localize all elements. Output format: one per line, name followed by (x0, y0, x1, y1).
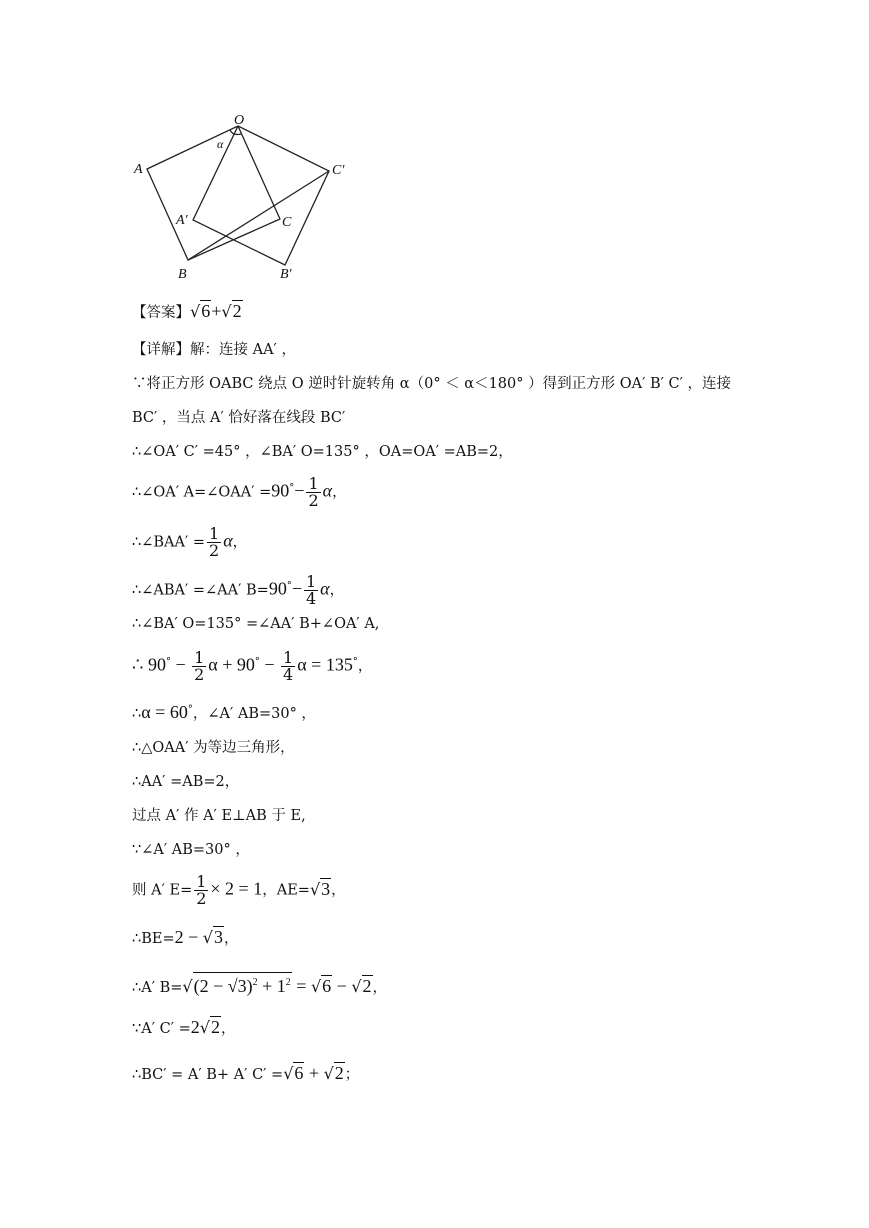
step-14-root: 3 (213, 927, 223, 947)
step-8: ∴α = 60°，∠A′ AB=30° ， (132, 701, 316, 722)
step-13: 则 A′ E= $\frac{1}{2}$ × 2 = 1，AE=√3， (132, 872, 346, 908)
step-8-c: ，∠A′ AB=30° ， (192, 705, 316, 722)
step-4-pre: ∴∠BAA′ = (132, 534, 206, 551)
step-5-ninety: 90 (268, 578, 287, 599)
step-3-minus: − (294, 480, 305, 501)
answer-label: 【答案】 (132, 305, 190, 321)
step-7: ∴ 90° − $\frac{1}{2}$ α + 90° − $\frac{1}{4}$ α = 135°， (132, 648, 373, 684)
fraction-den: 4 (283, 665, 294, 684)
fraction (281, 650, 295, 683)
answer-root2: 2 (232, 301, 242, 321)
step-17-root2: 2 (334, 1063, 344, 1083)
step-8-b: α = 60 (141, 701, 188, 722)
rotated-squares-diagram (130, 110, 370, 285)
step-11: 过点 A′ 作 A′ E⊥AB 于 E, (132, 808, 306, 824)
step-15-inner: (2 − √3) (193, 976, 253, 996)
step-14-pre: ∴BE= (132, 931, 175, 947)
step-17-pre: ∴BC′ = A′ B+ A′ C′ = (132, 1067, 284, 1083)
comma: ， (220, 1021, 236, 1037)
step-16-root: 2 (210, 1017, 220, 1037)
step-13-ae: ，AE= (262, 882, 310, 899)
label-a-prime: A′ (176, 213, 188, 228)
label-o: O (234, 113, 245, 128)
comma: ， (329, 582, 345, 599)
semicolon: ； (344, 1067, 360, 1083)
label-alpha: α (217, 137, 224, 151)
square-oabc (147, 126, 280, 260)
fraction-num: 1 (194, 648, 205, 667)
step-15-minus: − (332, 976, 352, 996)
comma: ， (332, 484, 347, 501)
geometry-figure (130, 110, 370, 285)
step-7-e: α = 135 (297, 654, 353, 675)
fraction-den: 2 (209, 541, 220, 560)
comma: ， (223, 931, 239, 947)
fraction (192, 650, 206, 683)
step-14-m: 2 − (174, 927, 203, 947)
comma: ， (357, 658, 373, 675)
fraction-num: 1 (308, 474, 319, 493)
alpha: α (223, 530, 233, 551)
step-14: ∴BE=2 − √3， (132, 927, 239, 947)
step-7-a: ∴ 90 (132, 654, 166, 675)
step-13-pre: 则 A′ E= (132, 882, 193, 899)
fraction-den: 2 (308, 491, 319, 510)
detail-intro: 解：连接 AA′ ， (190, 342, 296, 358)
step-9: ∴△OAA′ 为等边三角形， (132, 740, 295, 756)
fraction (306, 476, 320, 509)
step-13-root: 3 (321, 878, 331, 899)
step-16-m: 2 (190, 1017, 200, 1037)
step-2: ∴∠OA′ C′ =45° ，∠BA′ O=135° ，OA=OA′ =AB=2， (132, 444, 513, 460)
fraction-num: 1 (283, 648, 294, 667)
step-15-pre: ∴A′ B= (132, 980, 183, 996)
step-15-mid: + 1 (257, 976, 286, 996)
fraction (207, 526, 221, 559)
answer-root1: 6 (201, 301, 211, 321)
step-7-c: α + 90 (208, 654, 255, 675)
step-3: ∴∠OA′ A=∠OAA′ =90°− $\frac{1}{2}$ α， (132, 474, 347, 510)
step-16-pre: ∵A′ C′ = (132, 1021, 191, 1037)
answer-plus: + (211, 301, 222, 321)
step-17-root1: 6 (294, 1063, 304, 1083)
alpha: α (322, 480, 333, 501)
step-15: ∴A′ $B=√(2 - √3)^2 + 1^2 = √6 - √2$， (132, 972, 387, 998)
fraction-den: 2 (196, 889, 207, 908)
step-5-pre: ∴∠ABA′ =∠AA′ B= (132, 582, 269, 599)
detail-label: 【详解】 (132, 342, 190, 358)
step-16: ∵A′ C′ =2√2， (132, 1017, 236, 1037)
step-8-a: ∴ (132, 705, 142, 722)
step-10: ∴AA′ =AB=2， (132, 774, 240, 790)
step-15-sup: 2 (252, 977, 258, 988)
step-5-minus: − (291, 578, 302, 599)
step-17-plus: + (304, 1063, 324, 1083)
label-b: B (178, 267, 187, 282)
step-12: ∵∠A′ AB=30° ， (132, 842, 250, 858)
step-7-b: − (170, 654, 191, 675)
step-15-root1: 6 (322, 976, 332, 996)
comma: ， (331, 882, 346, 899)
detail-line (132, 340, 296, 360)
step-1b: BC′ ，当点 A′ 恰好落在线段 BC′ (132, 410, 346, 426)
fraction (304, 574, 318, 607)
step-15-sup2: 2 (285, 977, 291, 988)
fraction (194, 874, 208, 907)
label-a: A (134, 162, 143, 177)
alpha: α (320, 578, 330, 599)
label-c-prime: C′ (332, 163, 345, 178)
comma: ， (232, 534, 248, 551)
step-3-pre: ∴∠OA′ A=∠OAA′ = (132, 484, 272, 501)
fraction-den: 2 (194, 665, 205, 684)
step-17: ∴BC′ = A′ B+ A′ C′ =√6 + √2； (132, 1063, 360, 1083)
step-15-root2: 2 (362, 976, 372, 996)
fraction-num: 1 (209, 524, 220, 543)
step-4 (132, 526, 247, 559)
label-b-prime: B′ (280, 267, 292, 282)
step-3-ninety: 90 (271, 480, 290, 501)
step-13-mid: × 2 = 1 (210, 878, 263, 899)
step-7-d: − (259, 654, 280, 675)
fraction-num: 1 (305, 572, 317, 591)
comma: ， (372, 980, 388, 996)
label-c: C (282, 215, 292, 230)
step-6: ∴∠BA′ O=135° =∠AA′ B+∠OA′ A, (132, 616, 380, 632)
fraction-den: 4 (305, 589, 317, 608)
step-15-eq: = (291, 976, 311, 996)
step-5: ∴∠ABA′ =∠AA′ B=90°− $\frac{1}{4}$ α， (132, 572, 345, 608)
fraction-num: 1 (196, 872, 207, 891)
answer-line: 【答案】√6+√2 (132, 301, 242, 321)
step-1a: ∵将正方形 OABC 绕点 O 逆时针旋转角 α（0° ＜ α＜180° ）得到正方形 OA′ B′ C′ ，连接 (132, 376, 732, 392)
